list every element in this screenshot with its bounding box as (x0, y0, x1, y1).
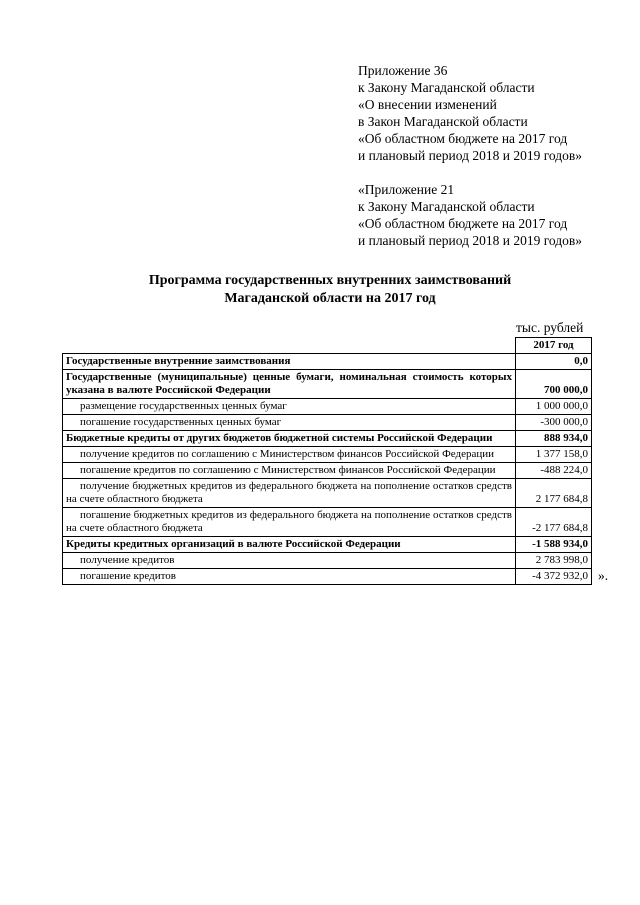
row-description: получение кредитов по соглашению с Министерством финансов Российской Федерации (63, 447, 516, 463)
annex-header-line: «О внесении изменений (358, 97, 497, 112)
row-description: погашение государственных ценных бумаг (63, 415, 516, 431)
title-line: Магаданской области на 2017 год (224, 291, 436, 306)
row-value: 700 000,0 (516, 370, 592, 399)
row-description: Бюджетные кредиты от других бюджетов бюджетной системы Российской Федерации (63, 431, 516, 447)
annex-header-line: к Закону Магаданской области (358, 80, 535, 95)
row-value: 2 177 684,8 (516, 479, 592, 508)
row-value: 2 783 998,0 (516, 553, 592, 569)
document-title (60, 272, 600, 308)
table-row (63, 537, 592, 553)
table-row (63, 569, 592, 585)
row-description: получение бюджетных кредитов из федерального бюджета на пополнение остатков средств на счете областного бюджета (63, 479, 516, 508)
annex-header-line: «Об областном бюджете на 2017 год (358, 131, 568, 146)
row-description: погашение кредитов по соглашению с Министерством финансов Российской Федерации (63, 463, 516, 479)
row-value: -1 588 934,0 (516, 537, 592, 553)
year-header: 2017 год (516, 338, 592, 354)
row-value: 888 934,0 (516, 431, 592, 447)
row-description: погашение кредитов (63, 569, 516, 585)
annex-header-line: и плановый период 2018 и 2019 годов» (358, 148, 583, 163)
table-row (63, 447, 592, 463)
table-body (63, 354, 592, 585)
closing-mark: ». (598, 568, 609, 583)
row-value: 1 000 000,0 (516, 399, 592, 415)
unit-label: тыс. рублей (516, 320, 584, 335)
row-description: Государственные (муниципальные) ценные бумаги, номинальная стоимость которых указана в валюте Российской Федерации (63, 370, 516, 399)
row-description: Государственные внутренние заимствования (63, 354, 516, 370)
borrowings-table (62, 337, 592, 585)
table-row (63, 370, 592, 399)
row-description: размещение государственных ценных бумаг (63, 399, 516, 415)
annex-header-line: Приложение 36 (358, 63, 448, 78)
annex-inner-line: к Закону Магаданской области (358, 199, 535, 214)
row-description: получение кредитов (63, 553, 516, 569)
annex-header-line: в Закон Магаданской области (358, 114, 528, 129)
row-value: -300 000,0 (516, 415, 592, 431)
row-value: -2 177 684,8 (516, 508, 592, 537)
annex-inner-header (358, 181, 582, 249)
annex-inner-line: «Об областном бюджете на 2017 год (358, 216, 568, 231)
table-row (63, 415, 592, 431)
row-description: Кредиты кредитных организаций в валюте Российской Федерации (63, 537, 516, 553)
annex-inner-line: «Приложение 21 (358, 182, 455, 197)
title-line: Программа государственных внутренних заимствований (148, 273, 512, 288)
row-value: -488 224,0 (516, 463, 592, 479)
table-row (63, 508, 592, 537)
annex-header (358, 62, 582, 164)
table-row (63, 553, 592, 569)
table-row (63, 431, 592, 447)
row-value: 0,0 (516, 354, 592, 370)
header-blank-cell (63, 338, 516, 354)
table-row (63, 479, 592, 508)
table-row (63, 354, 592, 370)
table-row (63, 463, 592, 479)
table-row (63, 399, 592, 415)
row-description: погашение бюджетных кредитов из федерального бюджета на пополнение остатков средств на счете областного бюджета (63, 508, 516, 537)
annex-inner-line: и плановый период 2018 и 2019 годов» (358, 233, 583, 248)
row-value: 1 377 158,0 (516, 447, 592, 463)
row-value: -4 372 932,0 (516, 569, 592, 585)
